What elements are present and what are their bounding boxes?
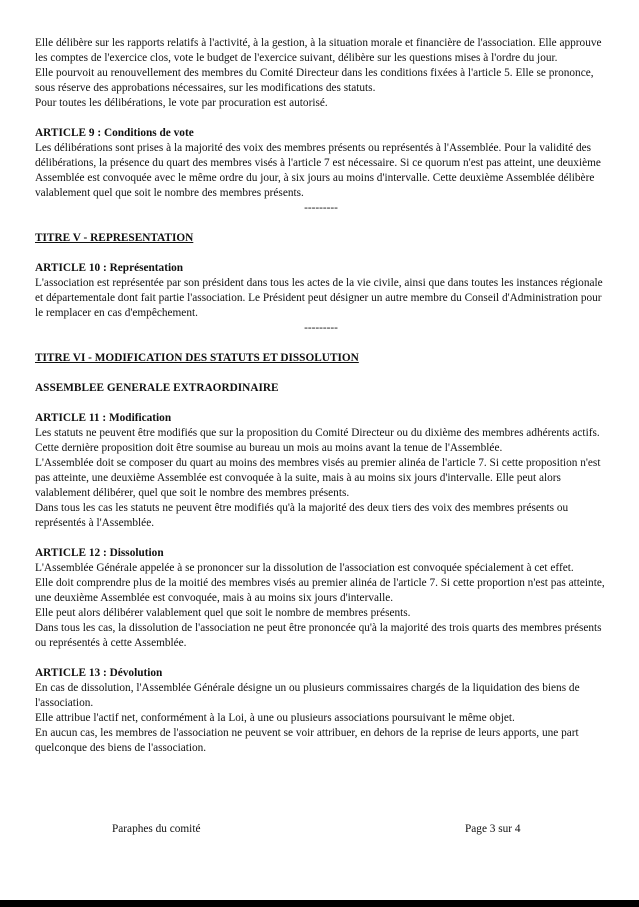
document-page [35,36,607,756]
article-11-paragraph-3: L'Assemblée doit se composer du quart au moins des membres visés au premier alinéa de l'article 7. Si cette proposition n'est pas atteinte, une deuxième Assemblée est convoquée à la suite, mais à au moins six jours d'intervalle. Elle peut alors valablement délibérer, quel que soit le nombre des membres présents. [35,457,601,499]
assemblee-heading: ASSEMBLEE GENERALE EXTRAORDINAIRE [35,382,279,394]
page-footer [0,822,639,837]
intro-paragraph-1: Elle délibère sur les rapports relatifs à l'activité, à la gestion, à la situation morale et financière de l'association. Elle approuve les comptes de l'exercice clos, vote le budget de l'exercice suivant, délibère sur les questions mises à l'ordre du jour. [35,37,602,64]
footer-page-number: Page 3 sur 4 [465,823,521,835]
intro-paragraph-2: Elle pourvoit au renouvellement des membres du Comité Directeur dans les conditions fixées à l'article 5. Elle se prononce, sous réserve des approbations nécessaires, sur les modifications des statuts. [35,67,594,94]
footer-initials-label: Paraphes du comité [112,823,201,835]
article-12-paragraph-4: Dans tous les cas, la dissolution de l'association ne peut être prononcée qu'à la majorité des trois quarts des membres présents ou représentés à cette Assemblée. [35,622,602,649]
article-10-paragraph-1: L'association est représentée par son président dans tous les actes de la vie civile, ainsi que dans toutes les instances régionale et départementale dont fait partie l'association. Le Président peut désigner un autre membre du Conseil d'Administration pour le remplacer en cas d'empêchement. [35,277,603,319]
article-12-paragraph-1: L'Assemblée Générale appelée à se prononcer sur la dissolution de l'association est convoquée spécialement à cet effet. [35,562,574,574]
article-12-paragraph-2: Elle doit comprendre plus de la moitié des membres visés au premier alinéa de l'article 7. Si cette proportion n'est pas atteinte, une deuxième Assemblée est convoquée, mais à au moins six jours d'intervalle. [35,577,605,604]
article-12-title: ARTICLE 12 : Dissolution [35,547,164,559]
separator-1: --------- [304,202,338,214]
bottom-border-bar [0,900,639,907]
article-11-paragraph-4: Dans tous les cas les statuts ne peuvent être modifiés qu'à la majorité des deux tiers des voix des membres présents ou représentés à l'Assemblée. [35,502,569,529]
titre-5-heading: TITRE V - REPRESENTATION [35,232,194,244]
article-13-title: ARTICLE 13 : Dévolution [35,667,163,679]
intro-paragraph-3: Pour toutes les délibérations, le vote par procuration est autorisé. [35,97,328,109]
article-13-paragraph-1: En cas de dissolution, l'Assemblée Générale désigne un ou plusieurs commissaires chargés de la liquidation des biens de l'association. [35,682,580,709]
titre-6-heading: TITRE VI - MODIFICATION DES STATUTS ET DISSOLUTION [35,352,359,364]
article-10-title: ARTICLE 10 : Représentation [35,262,184,274]
article-11-paragraph-2: Cette dernière proposition doit être soumise au bureau un mois au moins avant la tenue de l'Assemblée. [35,442,503,454]
separator-2: --------- [304,322,338,334]
article-9-paragraph-1: Les délibérations sont prises à la majorité des voix des membres présents ou représentés à l'Assemblée. Pour la validité des délibérations, la présence du quart des membres visés à l'article 7 est nécessaire. Si ce quorum n'est pas atteint, une deuxième Assemblée est convoquée avec le même ordre du jour, à six jours au moins d'intervalle. Cette deuxième Assemblée délibère valablement quel que soit le nombre des membres présents. [35,142,601,199]
article-11-paragraph-1: Les statuts ne peuvent être modifiés que sur la proposition du Comité Directeur ou du dixième des membres adhérents actifs. [35,427,600,439]
article-12-paragraph-3: Elle peut alors délibérer valablement quel que soit le nombre de membres présents. [35,607,411,619]
article-13-paragraph-3: En aucun cas, les membres de l'association ne peuvent se voir attribuer, en dehors de la reprise de leurs apports, une part quelconque des biens de l'association. [35,727,579,754]
article-13-paragraph-2: Elle attribue l'actif net, conformément à la Loi, à une ou plusieurs associations poursuivant le même objet. [35,712,515,724]
article-9-title: ARTICLE 9 : Conditions de vote [35,127,194,139]
article-11-title: ARTICLE 11 : Modification [35,412,172,424]
